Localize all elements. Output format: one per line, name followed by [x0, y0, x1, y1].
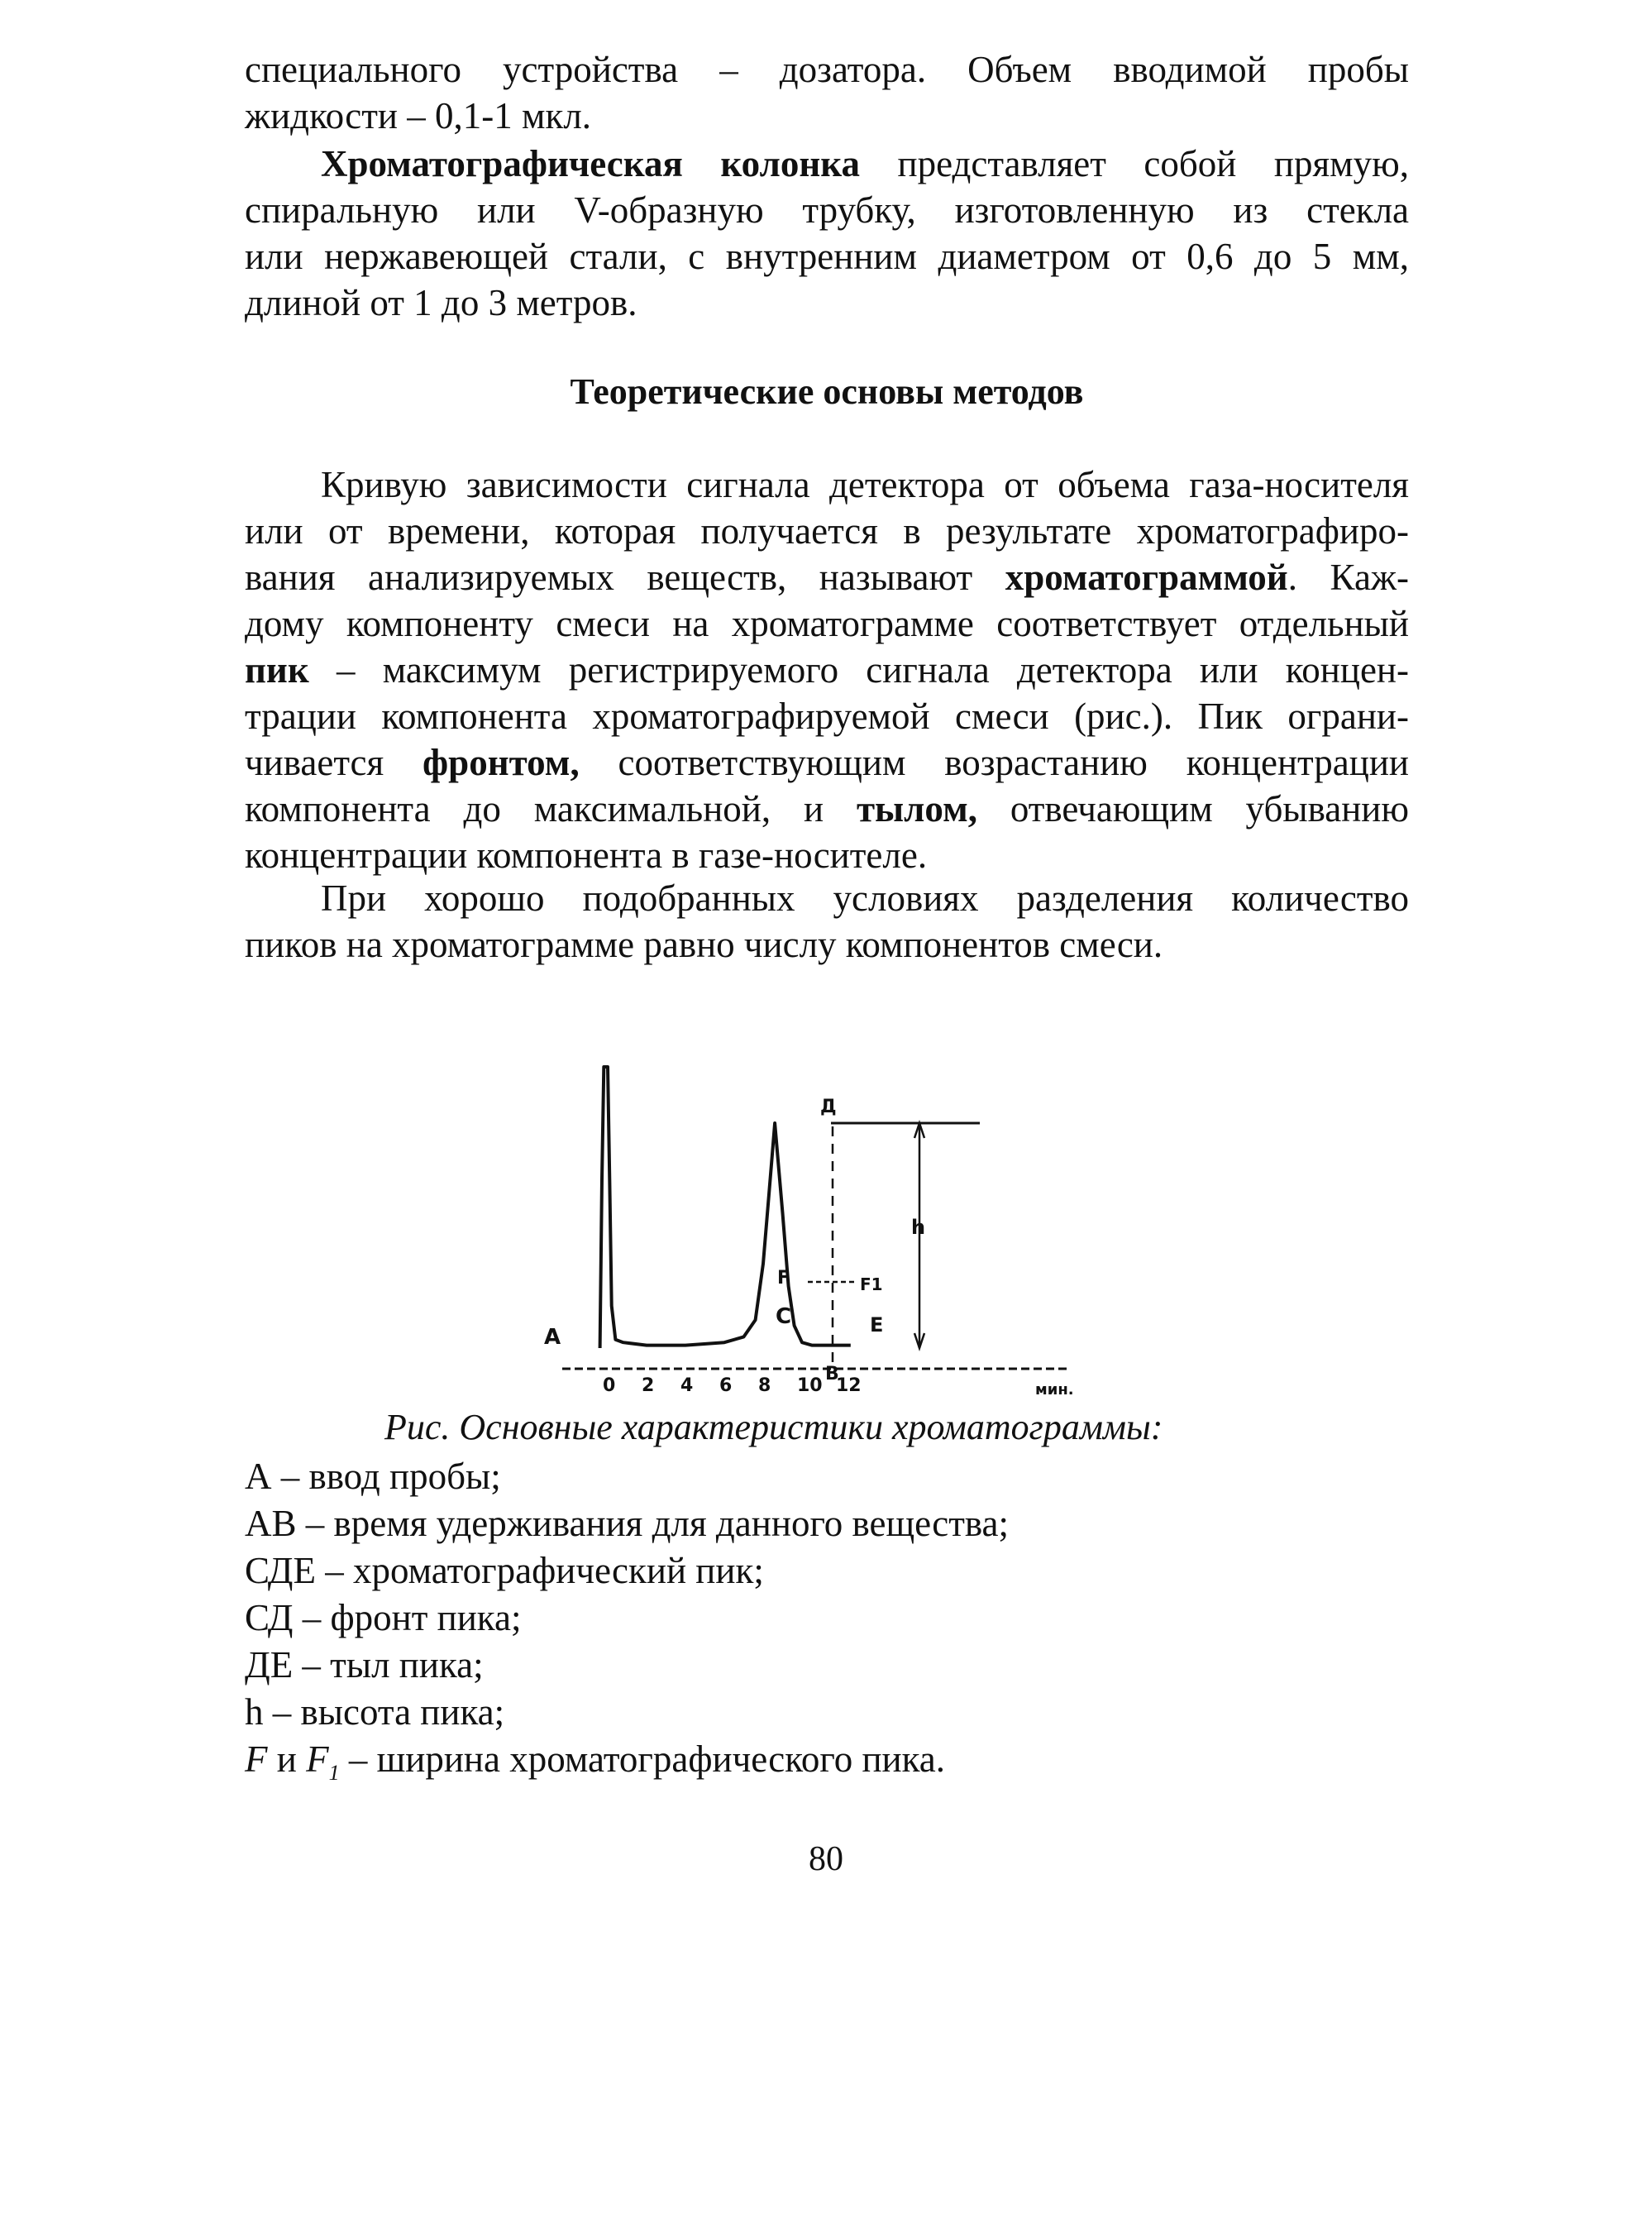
column-paragraph: Хроматографическая колонка представляет собой прямую, спиральную или V-образную трубку, изготовленную из стекла или нержавеющей стали, с внутренним диаметром от 0,6 до 5 мм, длиной от 1 до 3 метров. — [245, 143, 1409, 323]
x-tick-label: 2 — [642, 1375, 655, 1396]
bold-term-column: Хроматографическая колонка — [321, 143, 860, 184]
bold-term-peak: пик — [245, 649, 309, 691]
page-number: 80 — [809, 1840, 843, 1878]
x-tick-label: 0 — [603, 1375, 616, 1396]
x-tick-label: 4 — [680, 1375, 694, 1396]
label-e: Е — [870, 1313, 884, 1336]
bold-term-front: фронтом, — [423, 742, 580, 783]
conditions-paragraph: При хорошо подобранных условиях разделения количество пиков на хроматограмме равно числу компонентов смеси. — [245, 877, 1409, 965]
bold-term-tail: тылом, — [856, 788, 977, 830]
label-d: Д — [820, 1097, 837, 1117]
x-tick-label: 10 — [797, 1375, 823, 1396]
x-tick-labels — [603, 1375, 862, 1396]
legend-item: ДЕ – тыл пика; — [245, 1644, 484, 1686]
legend-item: СДЕ – хроматографический пик; — [245, 1550, 764, 1591]
legend-item: СД – фронт пика; — [245, 1597, 522, 1638]
label-c: С — [776, 1304, 792, 1329]
legend-item: А – ввод пробы; — [245, 1456, 501, 1497]
bold-term-chromatogram: хроматограммой — [1005, 557, 1288, 598]
label-b: В — [825, 1364, 839, 1384]
figure-caption: Рис. Основные характеристики хроматограммы: — [384, 1407, 1163, 1447]
legend-item: h – высота пика; — [245, 1691, 505, 1733]
x-unit-label: мин. — [1035, 1381, 1074, 1399]
label-f1: F1 — [860, 1274, 883, 1294]
label-f: F — [777, 1268, 790, 1289]
label-h: h — [911, 1216, 926, 1239]
x-tick-label: 12 — [836, 1375, 862, 1396]
chromatogram-series-line — [600, 1067, 851, 1348]
section-heading: Теоретические основы методов — [570, 371, 1084, 412]
intro-paragraph: специального устройства – дозатора. Объем вводимой пробы жидкости – 0,1-1 мкл. — [245, 49, 1409, 136]
figure-legend — [245, 1453, 1009, 1783]
label-a: А — [544, 1325, 561, 1350]
x-tick-label: 8 — [758, 1375, 771, 1396]
legend-item: АВ – время удерживания для данного вещества; — [245, 1503, 1009, 1544]
chromatogram-chart — [529, 1017, 1108, 1406]
x-tick-label: 6 — [719, 1375, 733, 1396]
legend-item-width: F и $F_1$ – ширина хроматографического пика. — [245, 1738, 946, 1785]
theory-paragraph: Кривую зависимости сигнала детектора от объема газа-носителя или от времени, которая получается в результате хроматографиро- вания анализируемых веществ, называют хроматограммой. Каж- дому компоненту смеси на хроматограмме соответствует отдельный пик – максимум регистрируемого сигнала детектора или концен- трации компонента хроматографируемой смеси (рис.). Пик ограни- чивается фронтом, соответствующим возрастанию концентрации компонента до максимальной, и тылом, отвечающим убыванию концентрации компонента в газе-носителе. — [245, 464, 1409, 876]
